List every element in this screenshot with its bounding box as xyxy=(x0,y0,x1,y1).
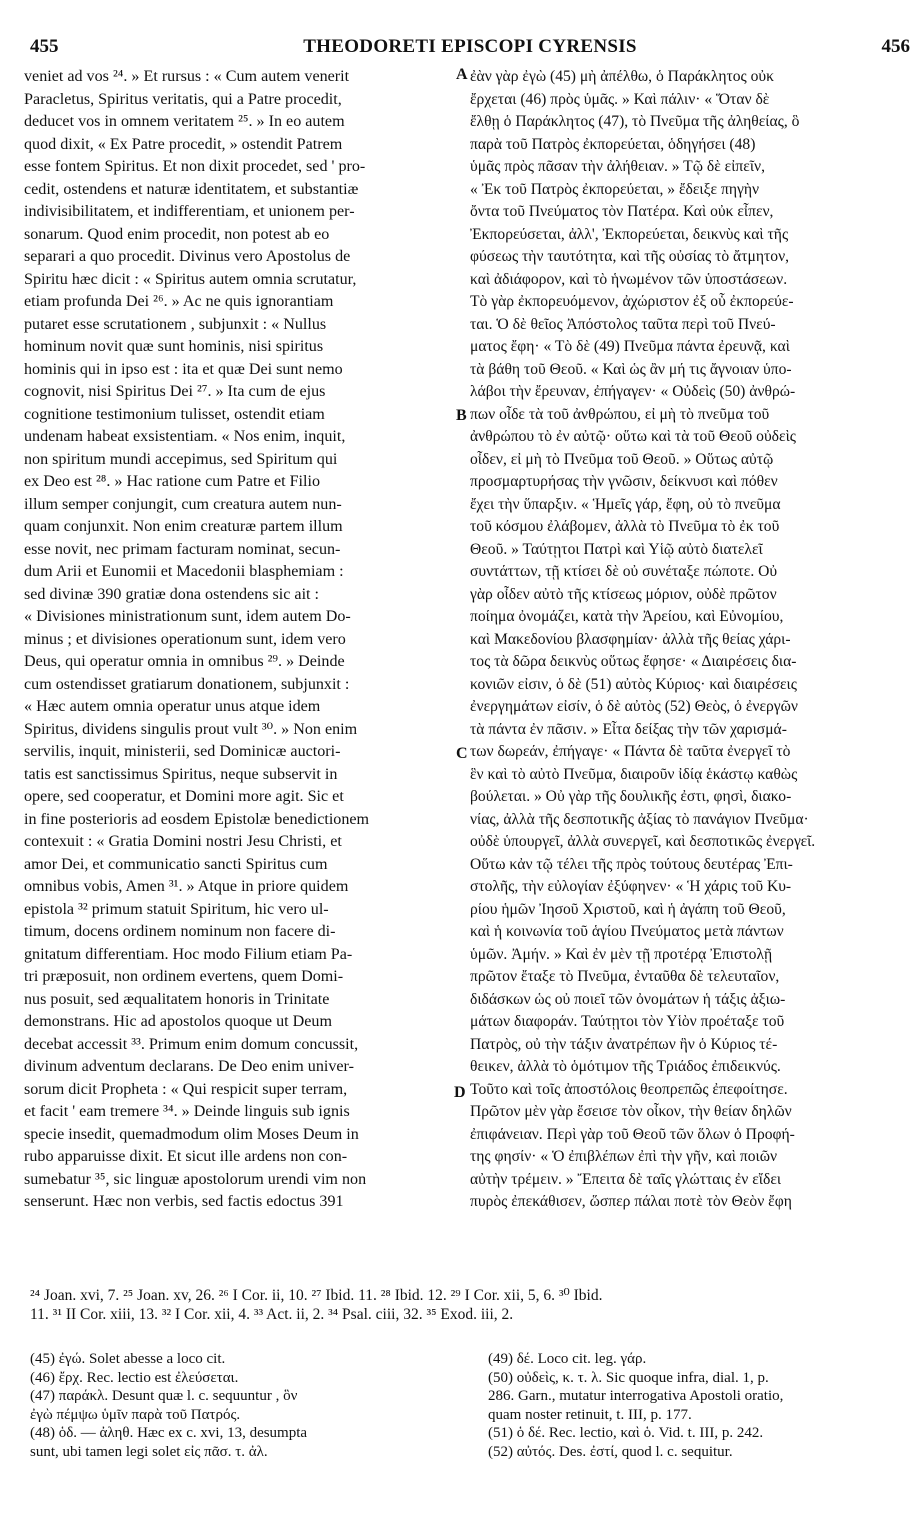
reference-line: ²⁴ Joan. xvi, 7. ²⁵ Joan. xv, 26. ²⁶ I Cor. ii, 10. ²⁷ Ibid. 11. ²⁸ Ibid. 12. ²⁹ I Cor. xii, 5, 6. ³⁰ Ibid. xyxy=(30,1287,603,1304)
greek-text-line: Τὸ γὰρ ἐκπορευόμενον, ἀχώριστον ἐξ οὗ ἐκπορεύε- xyxy=(470,293,794,310)
latin-text-line: timum, docens ordinem nominum non facere di- xyxy=(24,923,336,940)
greek-text-line: ἀνθρώπου τὸ ἐν αὐτῷ· οὕτω καὶ τὰ τοῦ Θεοῦ οὐδεὶς xyxy=(470,428,796,445)
latin-text-line: cognovit, nisi Spiritus Dei ²⁷. » Ita cum de ejus xyxy=(24,383,326,400)
footnote-line: ἐγὼ πέμψω ὑμῖν παρὰ τοῦ Πατρός. xyxy=(30,1406,241,1423)
latin-text-line: sorum dicit Propheta : « Qui respicit super terram, xyxy=(24,1080,348,1098)
greek-text-line: στολῆς, τὴν εὐλογίαν ἐξύφηνεν· « Ἡ χάρις τοῦ Κυ- xyxy=(470,878,792,895)
latin-text-line: specie insedit, quemadmodum olim Moses Deum in xyxy=(24,1125,359,1143)
latin-text-line: « Divisiones ministrationum sunt, idem autem Do- xyxy=(24,608,351,625)
greek-text-line: οὐδὲ ὑπουργεῖ, ἀλλὰ συνεργεῖ, καὶ δεσποτικῶς ἐνεργεῖ. xyxy=(470,833,816,850)
greek-text-line: ὑμᾶς πρὸς πᾶσαν τὴν ἀλήθειαν. » Τῷ δὲ εἰπεῖν, xyxy=(470,158,765,175)
latin-text-line: in fine posterioris ad eosdem Epistolæ benedictionem xyxy=(24,810,370,828)
latin-text-line: Paracletus, Spiritus veritatis, qui a Patre procedit, xyxy=(24,90,342,108)
latin-column xyxy=(24,66,454,1214)
latin-text-line: sumebatur ³⁵, sic linguæ apostolorum urendi vim non xyxy=(24,1170,367,1188)
latin-text-line: esse novit, nec primam facturam nominat, secun- xyxy=(24,540,341,558)
greek-text-line: φύσεως τὴν ταυτότητα, καὶ τῆς οὐσίας τὸ ἄτμητον, xyxy=(470,248,790,265)
latin-text-line: etiam profunda Dei ²⁶. » Ac ne quis ignorantiam xyxy=(24,293,334,310)
greek-text-line: Ἐκπορεύσεται, ἀλλ', Ἐκπορεύεται, δεικνὺς καὶ τῆς xyxy=(470,225,789,243)
latin-text-line: illum semper conjungit, cum creatura autem nun- xyxy=(24,495,342,513)
latin-text-line: rubo apparuisse dixit. Et sicut ille ardens non con- xyxy=(24,1148,348,1165)
latin-text-line: divinum adventum declarans. De Deo enim univer- xyxy=(24,1058,354,1075)
footnote-line: (48) ὁδ. — ἀληθ. Hæc ex c. xvi, 13, desumpta xyxy=(30,1425,308,1442)
greek-text-line: πυρὸς ἐπεκάθισεν, ὥσπερ πάλαι ποτὲ τὸν Θεὸν ἔφη xyxy=(470,1193,792,1210)
greek-text-line: προσμαρτυρήσας τὴν γνῶσιν, δείκνυσι καὶ πόθεν xyxy=(470,473,778,490)
latin-text-line: quam conjunxit. Non enim creaturæ partem illum xyxy=(24,518,343,535)
latin-text-line: veniet ad vos ²⁴. » Et rursus : « Cum autem venerit xyxy=(24,68,350,85)
section-marker-b: B xyxy=(456,407,467,424)
footnote-line: (50) οὐδεὶς, κ. τ. λ. Sic quoque infra, dial. 1, p. xyxy=(488,1369,769,1386)
greek-text-line: των δωρεάν, ἐπήγαγε· « Πάντα δὲ ταῦτα ἐνεργεῖ τὸ xyxy=(470,743,791,760)
latin-text-line: « Hæc autem omnia operatur unus atque idem xyxy=(24,698,321,715)
latin-text-line: sed divinæ 390 gratiæ dona ostendens sic ait : xyxy=(24,585,320,603)
greek-text-line: πων οἶδε τὰ τοῦ ἀνθρώπου, εἰ μὴ τὸ πνεῦμα τοῦ xyxy=(470,405,770,423)
greek-text-line: της φησίν· « Ὁ ἐπιβλέπων ἐπὶ τὴν γῆν, καὶ ποιῶν xyxy=(470,1148,778,1165)
greek-text-line: λάβοι τὴν ἔρευναν, ἐπήγαγεν· « Οὐδεὶς (50) ἀνθρώ- xyxy=(470,383,796,400)
latin-text-line: et facit ' eam tremere ³⁴. » Deinde linguis sub ignis xyxy=(24,1103,350,1120)
latin-text-line: separari a quo procedit. Divinus vero Apostolus de xyxy=(24,248,351,265)
latin-text-line: cedit, ostendens et naturæ identitatem, et substantiæ xyxy=(24,180,359,198)
greek-text-line: μάτων διαφοράν. Ταύτῃτοι τὸν Υἱὸν προέταξε τοῦ xyxy=(470,1013,785,1030)
greek-text-line: ὑμῶν. Ἀμήν. » Καὶ ἐν μὲν τῇ προτέρᾳ Ἐπιστολῇ xyxy=(470,945,773,963)
latin-text-line: esse fontem Spiritus. Et non dixit procedet, sed ' pro- xyxy=(24,158,366,175)
greek-text-line: συντάττων, τῇ κτίσει δὲ οὐ συνέταξε πώποτε. Οὐ xyxy=(470,563,778,580)
footnote-line: quam noster retinuit, t. III, p. 177. xyxy=(488,1406,692,1423)
greek-text-line: βούλεται. » Οὐ γὰρ τῆς δουλικῆς ἐστι, φησὶ, διακο- xyxy=(470,788,792,805)
footnotes-right xyxy=(488,1350,908,1462)
latin-text-line: demonstrans. Hic ad apostolos quoque ut Deum xyxy=(24,1013,332,1030)
footnote-line: 286. Garn., mutatur interrogativa Apostoli oratio, xyxy=(488,1388,784,1405)
greek-text-line: θεικεν, ἀλλὰ τὸ ὁμότιμον τῆς Τριάδος ἐπιδεικνύς. xyxy=(470,1058,781,1075)
latin-text-line: amor Dei, et communicatio sancti Spiritus cum xyxy=(24,855,328,873)
latin-text-line: nus posuit, sed æqualitatem honoris in Trinitate xyxy=(24,990,330,1008)
greek-text-line: ἐνεργημάτων εἰσίν, ὁ δὲ αὐτὸς (52) Θεὸς, ὁ ἐνεργῶν xyxy=(470,698,798,715)
greek-text-line: καὶ ἡ κοινωνία τοῦ ἁγίου Πνεύματος μετὰ πάντων xyxy=(470,923,784,940)
greek-text-line: Οὕτω κἀν τῷ τέλει τῆς πρὸς τούτους δευτέρας Ἐπι- xyxy=(470,855,793,873)
greek-text-line: νίας, ἀλλὰ τῆς δεσποτικῆς ἀξίας τὸ πανάγιον Πνεῦμα· xyxy=(470,810,809,828)
greek-text-line: πρῶτον ἔταξε τὸ Πνεῦμα, ἐνταῦθα δὲ τελευταῖον, xyxy=(470,968,780,985)
greek-text-line: οἶδεν, εἰ μὴ τὸ Πνεῦμα τοῦ Θεοῦ. » Οὕτως αὐτῷ xyxy=(470,450,774,468)
greek-text-line: Πρῶτον μὲν γὰρ ἔσεισε τὸν οἶκον, τὴν θείαν δηλῶν xyxy=(470,1103,792,1120)
footnote-line: (51) ὁ δέ. Rec. lectio, καὶ ὁ. Vid. t. III, p. 242. xyxy=(488,1425,764,1442)
latin-text-line: omnibus vobis, Amen ³¹. » Atque in priore quidem xyxy=(24,878,349,895)
greek-text-line: ρίου ἡμῶν Ἰησοῦ Χριστοῦ, καὶ ἡ ἀγάπη τοῦ Θεοῦ, xyxy=(470,900,786,918)
latin-text-line: senserunt. Hæc non verbis, sed factis edoctus 391 xyxy=(24,1193,344,1210)
latin-text-line: Spiritus, dividens singulis prout vult ³⁰. » Non enim xyxy=(24,720,358,738)
section-marker-d: D xyxy=(454,1084,466,1101)
latin-text-line: servilis, inquit, ministerii, sed Dominicæ auctori- xyxy=(24,743,341,760)
greek-text-line: ὄντα τοῦ Πνεύματος τὸν Πατέρα. Καὶ οὐκ εἶπεν, xyxy=(470,203,774,220)
page-header xyxy=(30,36,910,62)
latin-text-line: sonarum. Quod enim procedit, non potest ab eo xyxy=(24,225,330,243)
greek-text-line: ἐπιφάνειαν. Περὶ γὰρ τοῦ Θεοῦ τῶν ὅλων ὁ Προφή- xyxy=(470,1125,795,1143)
running-title: THEODORETI EPISCOPI CYRENSIS xyxy=(303,36,637,57)
footnote-line: (52) αὐτός. Des. ἐστί, quod l. c. sequitur. xyxy=(488,1443,733,1460)
latin-text-line: hominis qui in ipso est : ita et quæ Dei sunt nemo xyxy=(24,360,343,378)
latin-text-line: Deus, qui operatur omnia in omnibus ²⁹. » Deinde xyxy=(24,653,345,670)
greek-text-line: ἔχει τὴν ὕπαρξιν. « Ἡμεῖς γάρ, ἔφη, οὐ τὸ πνεῦμα xyxy=(470,495,781,513)
greek-text-line: Θεοῦ. » Ταύτῃτοι Πατρὶ καὶ Υἱῷ αὐτὸ διατελεῖ xyxy=(470,540,763,558)
greek-text-line: « Ἐκ τοῦ Πατρὸς ἐκπορεύεται, » ἔδειξε πηγὴν xyxy=(470,180,760,198)
greek-text-line: γὰρ οἶδεν αὐτὸ τῆς κτίσεως μόριον, οὐδὲ πρῶτον xyxy=(470,585,777,603)
greek-text-line: Πατρὸς, οὐ τὴν τάξιν ἀνατρέπων ἣν ὁ Κύριος τέ- xyxy=(470,1035,778,1053)
footnote-line: (45) ἐγώ. Solet abesse a loco cit. xyxy=(30,1351,226,1367)
greek-text-line: διδάσκων ὡς οὐ ποιεῖ τῶν ὀνομάτων ἡ τάξις ἀξιω- xyxy=(470,990,786,1008)
greek-text-line: ποίημα ὀνομάζει, κατὰ τὴν Ἀρείου, καὶ Εὐνομίου, xyxy=(470,608,784,625)
latin-text-line: Spiritu hæc dicit : « Spiritus autem omnia scrutatur, xyxy=(24,270,357,288)
latin-text-line: tri præposuit, non ordinem evertens, quem Domi- xyxy=(24,968,344,985)
greek-text-line: ται. Ὁ δὲ θεῖος Ἀπόστολος ταῦτα περὶ τοῦ Πνεύ- xyxy=(470,315,776,333)
section-marker-c: C xyxy=(456,745,468,762)
greek-text-line: τοῦ κόσμου ἐλάβομεν, ἀλλὰ τὸ Πνεῦμα τὸ ἐκ τοῦ xyxy=(470,518,780,535)
greek-text-line: ἔρχεται (46) πρὸς ὑμᾶς. » Καὶ πάλιν· « Ὅταν δὲ xyxy=(470,90,770,108)
left-page-number: 455 xyxy=(30,36,59,57)
greek-text-line: ἔλθῃ ὁ Παράκλητος (47), τὸ Πνεῦμα τῆς ἀληθείας, ὃ xyxy=(470,113,800,130)
greek-text-line: τος τὰ δῶρα δεικνὺς οὕτως ἔφησε· « Διαιρέσεις δια- xyxy=(470,653,797,670)
greek-column xyxy=(470,66,910,1214)
reference-line: 11. ³¹ II Cor. xiii, 13. ³² I Cor. xii, 4. ³³ Act. ii, 2. ³⁴ Psal. ciii, 32. ³⁵ Exod. iii, 2. xyxy=(30,1306,514,1323)
latin-text-line: non spiritum mundi accepimus, sed Spiritum qui xyxy=(24,450,338,468)
greek-text-line: Τοῦτο καὶ τοῖς ἀποστόλοις θεοπρεπῶς ἐπεφοίτησε. xyxy=(470,1080,788,1098)
latin-text-line: contexuit : « Gratia Domini nostri Jesu Christi, et xyxy=(24,833,342,850)
greek-text-line: τὰ βάθη τοῦ Θεοῦ. « Καὶ ὡς ἂν μή τις ἄγνοιαν ὑπο- xyxy=(470,360,792,378)
latin-text-line: ex Deo est ²⁸. » Hac ratione cum Patre et Filio xyxy=(24,473,321,490)
greek-text-line: καὶ Μακεδονίου βλασφημίαν· ἀλλὰ τῆς θείας χάρι- xyxy=(470,630,791,648)
latin-text-line: cognitione testimonium tulisset, ostendit etiam xyxy=(24,405,325,423)
greek-text-line: ματος ἔφη· « Τὸ δὲ (49) Πνεῦμα πάντα ἐρευνᾷ, καὶ xyxy=(470,338,790,355)
latin-text-line: minus ; et divisiones operationum sunt, idem vero xyxy=(24,630,346,648)
right-page-number: 456 xyxy=(881,36,910,57)
latin-text-line: undenam habeat exsistentiam. « Nos enim, inquit, xyxy=(24,428,346,445)
greek-text-line: καὶ ἀδιάφορον, καὶ τὸ ἡνωμένον τῶν ὑποστάσεων. xyxy=(470,270,788,288)
greek-text-line: ἐὰν γὰρ ἐγὼ (45) μὴ ἀπέλθω, ὁ Παράκλητος οὐκ xyxy=(470,68,775,85)
section-marker-a: A xyxy=(456,66,468,83)
footnote-line: (49) δέ. Loco cit. leg. γάρ. xyxy=(488,1351,647,1367)
footnote-line: (46) ἔρχ. Rec. lectio est ἐλεύσεται. xyxy=(30,1369,239,1386)
greek-text-line: ἓν καὶ τὸ αὐτὸ Πνεῦμα, διαιροῦν ἰδίᾳ ἑκάστῳ καθὼς xyxy=(470,765,798,783)
latin-text-line: deducet vos in omnem veritatem ²⁵. » In eo autem xyxy=(24,113,345,130)
footnote-line: (47) παράκλ. Desunt quæ l. c. sequuntur , ὃν xyxy=(30,1388,298,1405)
latin-text-line: cum ostendisset gratiarum donationem, subjunxit : xyxy=(24,675,350,693)
latin-text-line: dum Arii et Eunomii et Macedonii blasphemiam : xyxy=(24,563,344,580)
latin-text-line: hominum novit quæ sunt hominis, nisi spiritus xyxy=(24,338,324,355)
greek-text-line: κονιῶν εἰσιν, ὁ δὲ (51) αὐτὸς Κύριος· καὶ διαιρέσεις xyxy=(470,675,797,693)
latin-text-line: putaret esse scrutationem , subjunxit : « Nullus xyxy=(24,315,327,333)
latin-text-line: gnitatum differentiam. Hoc modo Filium etiam Pa- xyxy=(24,945,353,963)
latin-text-line: indivisibilitatem, et indifferentiam, et unionem per- xyxy=(24,203,355,220)
greek-text-line: τὰ πάντα ἐν πᾶσιν. » Εἶτα δείξας τὴν τῶν χαρισμά- xyxy=(470,720,787,738)
footnotes-left xyxy=(30,1350,470,1462)
greek-text-line: παρὰ τοῦ Πατρὸς ἐκπορεύεται, ὁδηγήσει (48) xyxy=(470,135,756,153)
greek-text-line: αὐτὴν τρέμειν. » Ἔπειτα δὲ ταῖς γλώτταις ἐν εἴδει xyxy=(470,1170,782,1188)
latin-text-line: tatis est sanctissimus Spiritus, neque subservit in xyxy=(24,765,338,783)
latin-text-line: epistola ³² primum statuit Spiritum, hic vero ul- xyxy=(24,900,329,918)
footnote-line: sunt, ubi tamen legi solet εἰς πᾶσ. τ. ἀλ. xyxy=(30,1443,268,1460)
latin-text-line: decebat accessit ³³. Primum enim domum concussit, xyxy=(24,1035,359,1053)
latin-text-line: opere, sed cooperatur, et Domini more agit. Sic et xyxy=(24,788,344,805)
latin-text-line: quod dixit, « Ex Patre procedit, » ostendit Patrem xyxy=(24,135,343,153)
scripture-references xyxy=(30,1286,910,1324)
